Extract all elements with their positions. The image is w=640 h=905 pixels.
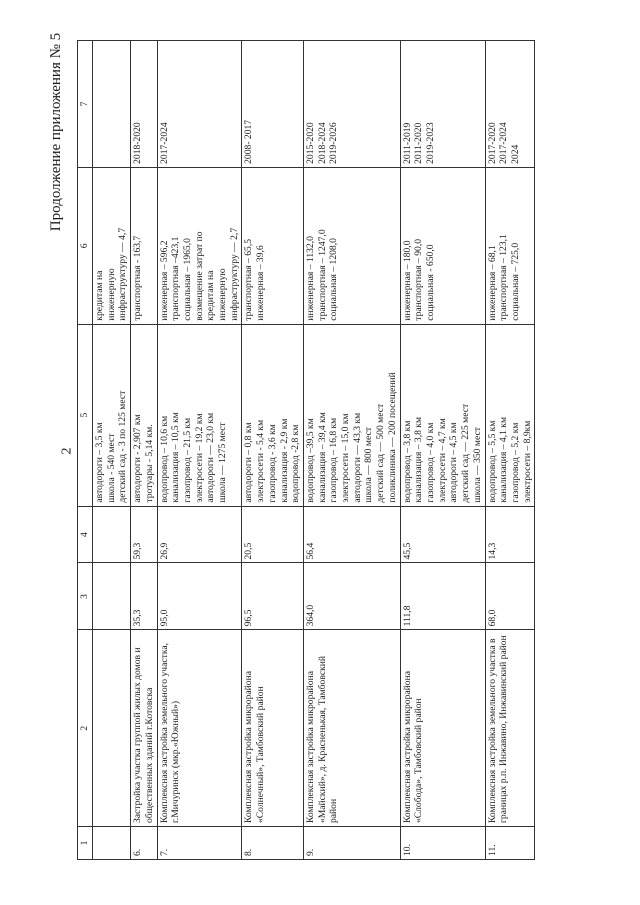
cell-line: транспортная –423,1 [170,236,182,321]
infrastructure-list [157,324,242,506]
cell-line: транспортная – 65,5 [243,238,255,321]
cell-line: инженерную [105,268,117,321]
infrastructure-list [303,324,400,506]
area-value: 96,5 [242,563,304,630]
cell-line: электросети – 4,7 км [436,418,448,503]
row-number: 8. [242,827,304,860]
table-row [303,41,400,860]
column-number-row [78,41,93,860]
cell-line: школа — 1275 мест [217,422,229,503]
row-number: 9. [303,827,400,860]
housing-value [93,506,131,563]
row-number: 7. [157,827,242,860]
cell-line: автодороги — 23,0 км [205,412,217,503]
column-header: 1 [78,827,93,860]
construction-projects-table [77,40,535,860]
financing-list [157,167,242,324]
cell-line: газопровод – 5,2 км [509,422,521,503]
period-list [485,41,535,168]
table-row [485,41,535,860]
cell-line: инженерная – 68,1 [486,245,498,321]
cell-line: возмещение затрат по [193,231,205,321]
cell-line: школа - 540 мест [105,433,117,503]
period-list [93,41,131,168]
cell-line: канализация – 4,1 км [498,416,510,503]
cell-line: социальная – 1965,0 [181,238,193,321]
column-header: 7 [78,41,93,168]
cell-line: электросети – 19,2 км [193,413,205,503]
column-header: 3 [78,563,93,630]
column-header: 5 [78,324,93,506]
cell-line: 2018-2020 [132,122,144,164]
housing-value: 20,5 [242,506,304,563]
cell-line: водопровод – 3,8 км [401,420,413,503]
cell-line: автодороги – 3,5 км [94,422,105,503]
cell-line: социальная – 1208,0 [328,238,340,321]
cell-line: газопровод – 4,0 км [424,422,436,503]
cell-line: водопровод -2,8 км [290,424,302,503]
cell-line: социальная - 650,0 [424,244,436,321]
cell-line: 2015-2020 [304,122,316,164]
row-number: 11. [485,827,535,860]
cell-line: автодороги - 2,907 км [132,414,144,503]
housing-value: 14,3 [485,506,535,563]
cell-line: 2024 [509,144,521,164]
cell-line: инженерная – 1132,0 [304,236,316,321]
cell-line: детский сад — 225 мест [460,403,472,503]
cell-line: кредитам на [205,270,217,321]
cell-line: 2019-2026 [328,122,340,164]
area-value: 68,0 [485,563,535,630]
cell-line: 2019-2023 [424,122,436,164]
cell-line: 2017-2020 [486,122,498,164]
cell-line: 2011-2020 [413,122,425,164]
cell-line: детский сад — 500 мест [375,403,387,503]
page-number: 2 [59,447,75,455]
cell-line: детский сад - 3 по 125 мест [117,390,129,503]
column-header: 2 [78,630,93,827]
cell-line: инженерная – 39,6 [255,245,267,321]
project-name: Застройка участка группой жилых домов и общественных зданий г.Котовска [131,630,157,827]
project-name: Комплексная застройка микрорайона «Слобода», Тамбовский район [400,630,485,827]
cell-line: газопровод – 16,8 км [328,417,340,503]
row-number: 6. [131,827,157,860]
cell-line: инфраструктуру — 4,7 [117,227,129,321]
infrastructure-list [400,324,485,506]
infrastructure-list [242,324,304,506]
cell-line: 2008- 2017 [243,119,255,164]
project-name: Комплексная застройка микрорайона «Майский», д. Красненькая, Тамбовский район [303,630,400,827]
cell-line: инженерная – 596,2 [158,240,170,321]
cell-line: 2018-2024 [316,122,328,164]
period-list [131,41,157,168]
cell-line: газопровод – 21,5 км [181,417,193,503]
infrastructure-list [485,324,535,506]
area-value: 111,8 [400,563,485,630]
cell-line: инженерную [217,268,229,321]
cell-line: школа — 800 мест [363,427,375,503]
financing-list [242,167,304,324]
period-list [400,41,485,168]
cell-line: автодороги – 0,8 км [243,422,255,503]
financing-list [400,167,485,324]
row-number [93,827,131,860]
housing-value: 26,9 [157,506,242,563]
table-row [157,41,242,860]
cell-line: школа — 350 мест [471,427,483,503]
cell-line: электросети - 5,4 км [255,419,267,503]
area-value: 35,3 [131,563,157,630]
cell-line: 2011-2019 [401,122,413,164]
cell-line: транспортная – 1247,0 [316,229,328,321]
area-value: 364,0 [303,563,400,630]
cell-line: канализация – 10,5 км [170,412,182,503]
table-row [242,41,304,860]
infrastructure-list [93,324,131,506]
housing-value: 59,3 [131,506,157,563]
column-header: 6 [78,167,93,324]
cell-line: автодороги — 43,3 км [351,412,363,503]
cell-line: автодороги – 4,5 км [448,422,460,503]
financing-list [303,167,400,324]
period-list [242,41,304,168]
cell-line: транспортная – 123,1 [498,234,510,321]
cell-line: газопровод - 3,6 км [266,424,278,503]
row-number: 10. [400,827,485,860]
rotated-table-sheet [77,40,547,860]
project-name: Комплексная застройка земельного участка, г.Мичуринск (мкр.«Южный») [157,630,242,827]
cell-line: канализация – 39,4 км [316,412,328,503]
cell-line: тротуары - 5,14 км. [143,424,155,503]
table-row [93,41,131,860]
project-name: Комплексная застройка микрорайона «Солнечный», Тамбовский район [242,630,304,827]
table-row [131,41,157,860]
column-header: 4 [78,506,93,563]
project-name [93,630,131,827]
table-row [400,41,485,860]
cell-line: канализация - 2,9 км [278,418,290,503]
cell-line: канализация – 3,8 км [413,416,425,503]
area-value [93,563,131,630]
cell-line: социальная – 725,0 [509,242,521,321]
cell-line: транспортная – 90,0 [413,238,425,321]
financing-list [93,167,131,324]
cell-line: инфраструктуру — 2,7 [228,227,240,321]
period-list [303,41,400,168]
cell-line: электросети – 8,9км [521,420,533,503]
appendix-continuation-header: Продолжение приложения № 5 [48,32,64,232]
area-value: 95,0 [157,563,242,630]
cell-line: водопровод – 5,5 км [486,420,498,503]
financing-list [485,167,535,324]
cell-line: 2017-2024 [498,122,510,164]
cell-line: водопровод –39,5 км [304,418,316,503]
cell-line: транспортная - 163,7 [132,235,144,321]
cell-line: инженерная – 180,0 [401,240,413,321]
financing-list [131,167,157,324]
cell-line: поликлиника — 200 посещений [386,372,398,503]
cell-line: электросети – 15,0 км [340,413,352,503]
housing-value: 45,5 [400,506,485,563]
housing-value: 56,4 [303,506,400,563]
period-list [157,41,242,168]
cell-line: 2017-2024 [158,122,170,164]
cell-line: водопровод – 10,6 км [158,415,170,503]
infrastructure-list [131,324,157,506]
project-name: Комплексная застройка земельного участка в границах р.п. Инжавино, Инжавинский район [485,630,535,827]
cell-line: кредитам на [94,270,105,321]
